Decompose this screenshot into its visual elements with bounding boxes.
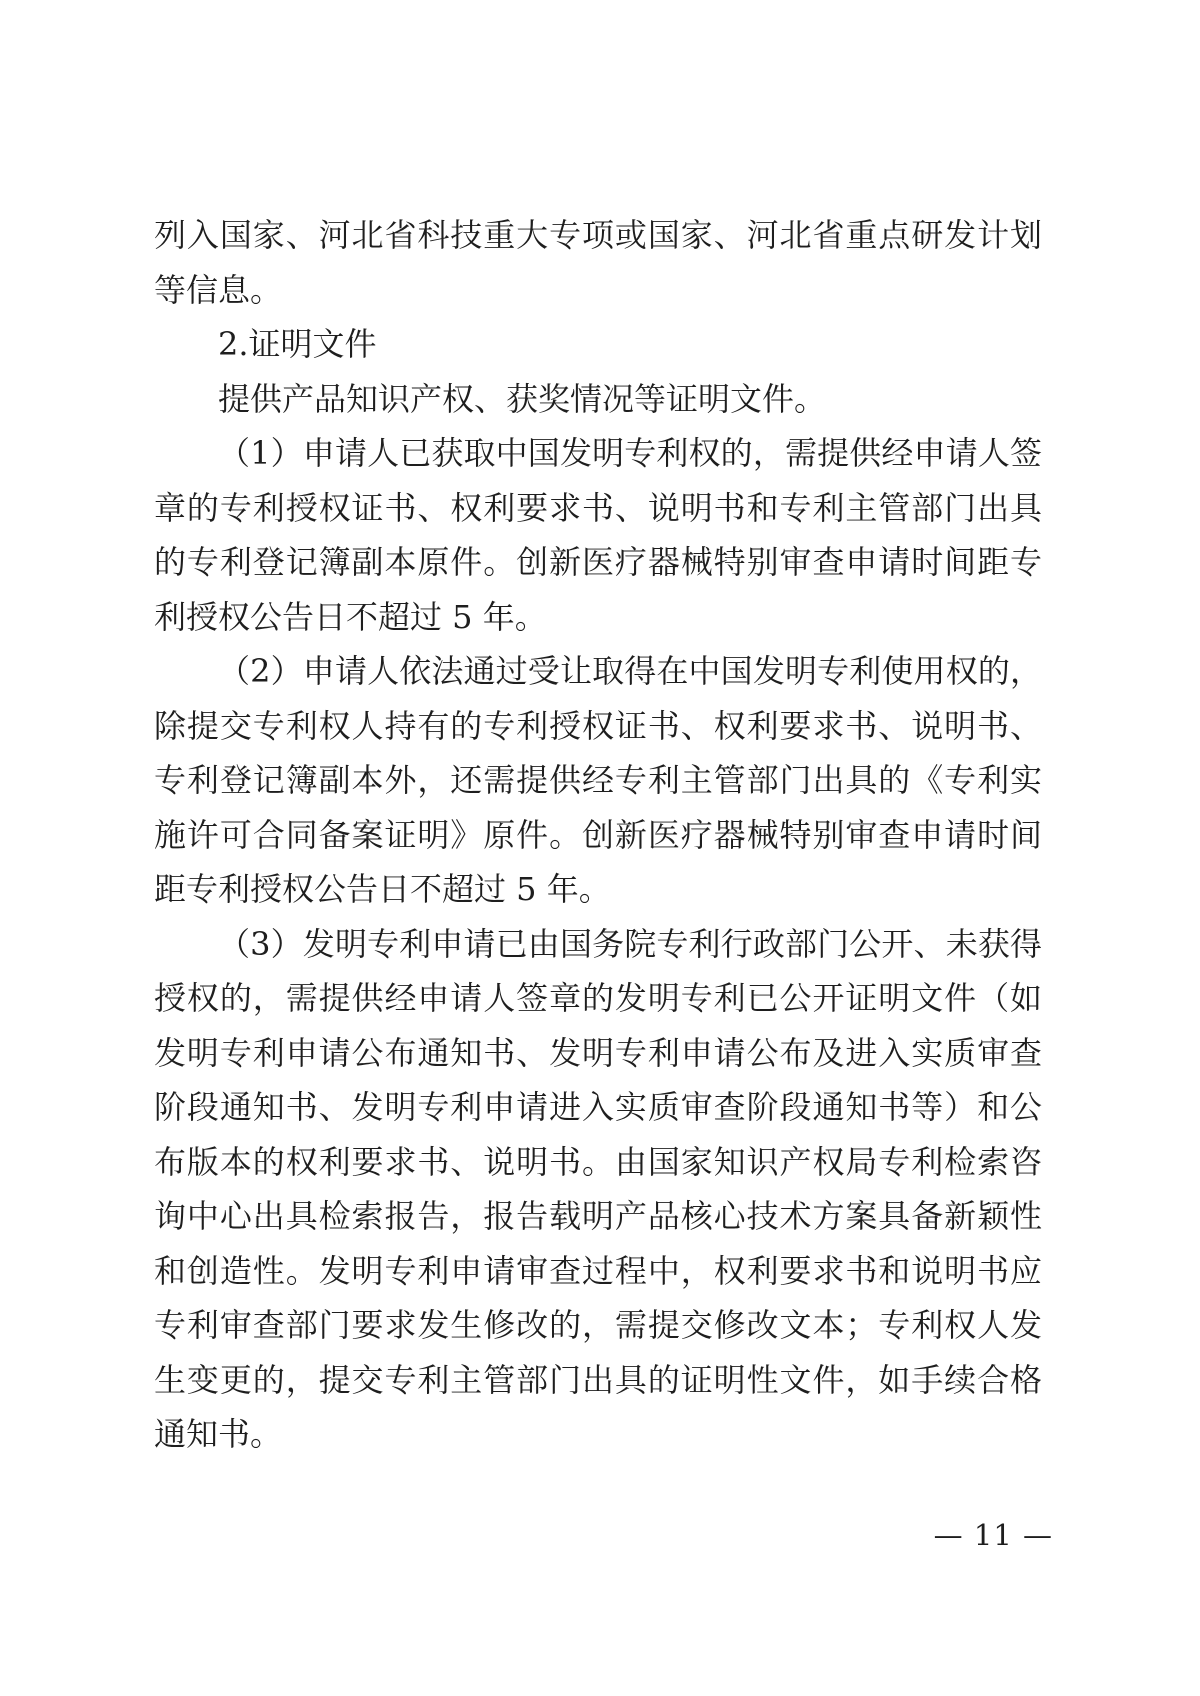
text-line: 的专利登记簿副本原件。创新医疗器械特别审查申请时间距专 <box>154 543 1042 581</box>
page-number: — 11 — <box>933 1518 1053 1552</box>
text-line: 专利登记簿副本外，还需提供经专利主管部门出具的《专利实 <box>154 761 1042 799</box>
text-line: 等信息。 <box>154 270 283 309</box>
text-line: 发明专利申请公布通知书、发明专利申请公布及进入实质审查 <box>154 1033 1042 1072</box>
text-line: 生变更的，提交专利主管部门出具的证明性文件，如手续合格 <box>154 1360 1042 1399</box>
text-line: 距专利授权公告日不超过 5 年。 <box>154 870 611 908</box>
text-line: 列入国家、河北省科技重大专项或国家、河北省重点研发计划 <box>154 216 1042 254</box>
document-body <box>154 208 1042 1462</box>
text-line: 施许可合同备案证明》原件。创新医疗器械特别审查申请时间 <box>154 815 1042 854</box>
text-line: 通知书。 <box>154 1415 283 1453</box>
text-line: 提供产品知识产权、获奖情况等证明文件。 <box>218 379 827 418</box>
text-line: 专利审查部门要求发生修改的，需提交修改文本；专利权人发 <box>154 1306 1042 1344</box>
text-line: 询中心出具检索报告，报告载明产品核心技术方案具备新颖性 <box>154 1197 1042 1235</box>
text-line: （1）申请人已获取中国发明专利权的，需提供经申请人签 <box>218 434 1042 472</box>
text-line: 授权的，需提供经申请人签章的发明专利已公开证明文件（如 <box>154 979 1042 1017</box>
text-line: 和创造性。发明专利申请审查过程中，权利要求书和说明书应 <box>154 1251 1042 1290</box>
text-line: 除提交专利权人持有的专利授权证书、权利要求书、说明书、 <box>154 706 1042 745</box>
text-line: （3）发明专利申请已由国务院专利行政部门公开、未获得 <box>218 924 1042 963</box>
text-line: （2）申请人依法通过受让取得在中国发明专利使用权的， <box>218 652 1042 690</box>
text-line: 2.证明文件 <box>218 325 377 363</box>
text-line: 布版本的权利要求书、说明书。由国家知识产权局专利检索咨 <box>154 1142 1042 1181</box>
text-line: 章的专利授权证书、权利要求书、说明书和专利主管部门出具 <box>154 488 1042 527</box>
text-line: 阶段通知书、发明专利申请进入实质审查阶段通知书等）和公 <box>154 1088 1042 1126</box>
text-line: 利授权公告日不超过 5 年。 <box>154 597 547 636</box>
